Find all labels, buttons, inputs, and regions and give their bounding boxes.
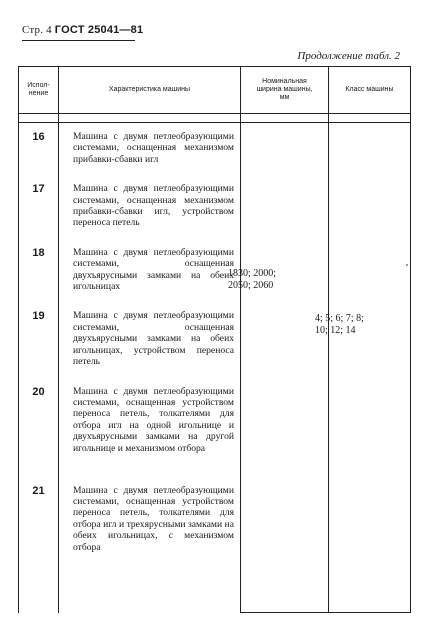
- row-description: Машина с двумя петлеобразующими системами, оснащенная двухъярусными замками на обеих игольницах, устройством переноса петель: [73, 310, 234, 368]
- scan-speck: [406, 264, 408, 266]
- header-rule: [22, 40, 135, 41]
- row-number-cell: [19, 302, 59, 377]
- standard-number: ГОСТ 25041—81: [54, 24, 144, 36]
- row-description-cell: [59, 239, 241, 303]
- machine-table: [18, 66, 411, 613]
- page-header: [22, 24, 143, 36]
- row-description: Машина с двумя петлеобразующими системами, оснащенная устройством переноса петель, толкателями для отбора игл и трехярусными замками на обеих игольницах, с механизмом отбора: [73, 484, 234, 553]
- row-number: 20: [32, 385, 45, 398]
- row-number-cell: [19, 175, 59, 239]
- row-description: Машина с двумя петлеобразующими системами, оснащенная механизмом прибавки-сбавки игл: [73, 131, 234, 165]
- row-description-cell: [59, 378, 241, 477]
- width-cell: [241, 123, 329, 613]
- table-row: [19, 123, 411, 176]
- continuation-label: Продолжение табл. 2: [297, 50, 400, 62]
- row-description-cell: [59, 302, 241, 377]
- spacer-cell: [241, 114, 329, 123]
- row-number: 19: [32, 310, 45, 323]
- nominal-width-values: 1830; 2000; 2050; 2060: [228, 268, 277, 291]
- header-width: Номинальная ширина машины, мм: [241, 67, 329, 114]
- machine-class-values: 4; 5; 6; 7; 8; 10; 12; 14: [315, 313, 364, 336]
- row-description: Машина с двумя петлеобразующими системами, оснащенная устройством переноса петель, толкателями для отбора игл на одной игольнице и двухъярусными замками на другой игольнице и механизмом отбора: [73, 385, 234, 454]
- row-number-cell: [19, 477, 59, 613]
- page-number: Стр. 4: [22, 24, 52, 36]
- row-number-cell: [19, 239, 59, 303]
- class-cell: [329, 123, 411, 613]
- row-description: Машина с двумя петлеобразующими системами, оснащенная механизмом прибавки-сбавки игл, устройством переноса петель: [73, 183, 234, 229]
- header-description: Характеристика машины: [59, 67, 241, 114]
- row-number: 16: [32, 131, 45, 143]
- spacer-cell: [59, 114, 241, 123]
- row-number-cell: [19, 378, 59, 477]
- row-description-cell: [59, 175, 241, 239]
- row-description-cell: [59, 123, 241, 176]
- row-description-cell: [59, 477, 241, 613]
- row-number: 21: [32, 484, 45, 497]
- row-description: Машина с двумя петлеобразующими системами, оснащенная двухъярусными замками на обеих игольницах: [73, 246, 234, 293]
- header-class: Класс машины: [329, 67, 411, 114]
- row-number: 17: [32, 183, 45, 196]
- row-number: 18: [32, 246, 45, 259]
- header-variant: Испол- нение: [19, 67, 59, 114]
- spacer-cell: [329, 114, 411, 123]
- row-number-cell: [19, 123, 59, 176]
- spacer-cell: [19, 114, 59, 123]
